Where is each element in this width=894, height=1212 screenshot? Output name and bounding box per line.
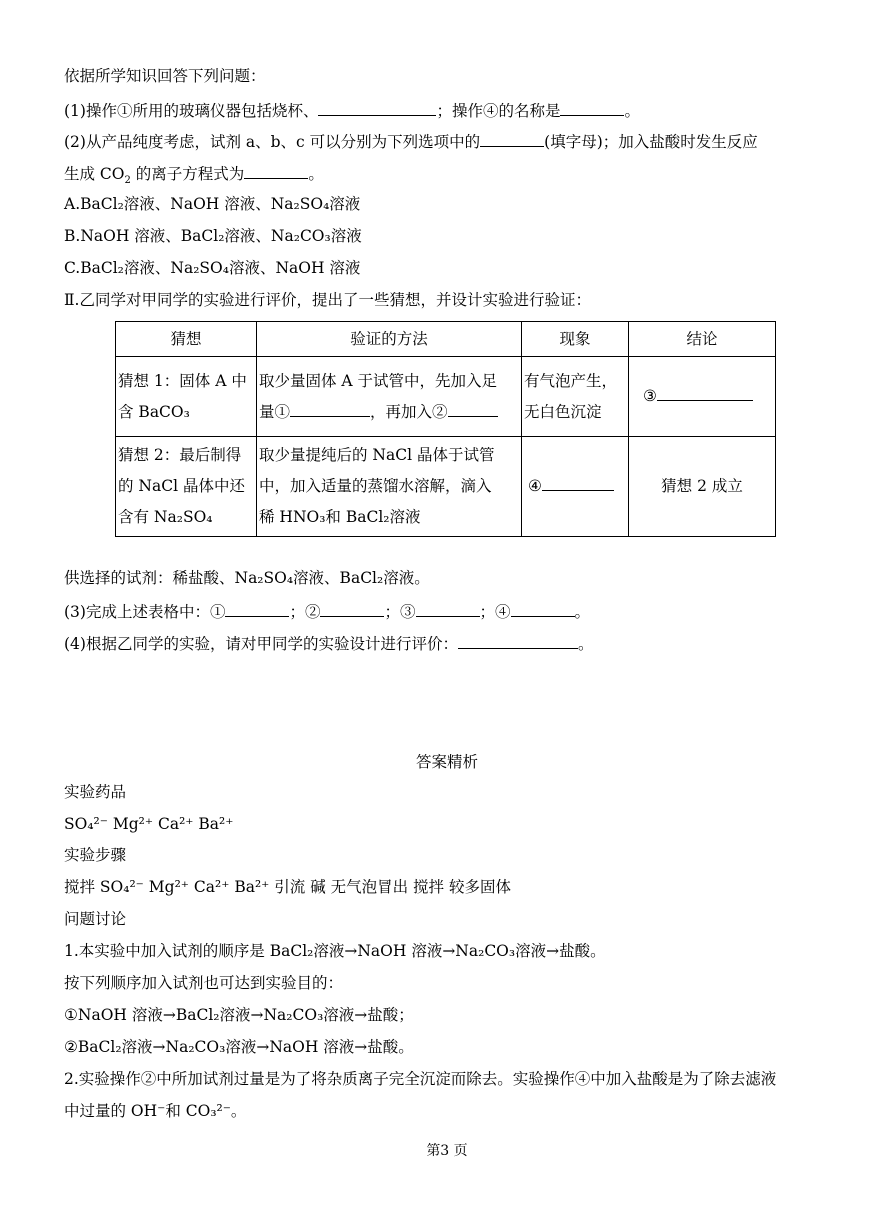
section-heading-drugs: 实验药品 (64, 783, 127, 801)
q3-text-a: (3)完成上述表格中：① (64, 603, 226, 621)
question-2-line-2 (64, 162, 324, 187)
q3-blank-1[interactable] (225, 600, 289, 617)
row1-method-line2 (259, 397, 519, 428)
steps-content: 搅拌 SO₄²⁻ Mg²⁺ Ca²⁺ Ba²⁺ 引流 碱 无气泡冒出 搅拌 较多固体 (64, 878, 511, 896)
q2-text-c: 生成 CO (64, 165, 125, 183)
q3-text-d: ；④ (479, 603, 511, 621)
q3-blank-2[interactable] (320, 600, 384, 617)
q4-blank[interactable] (458, 632, 578, 649)
row2-guess-line3: 含有 Na₂SO₄ (118, 508, 213, 526)
table-row (116, 437, 776, 537)
discussion-3: ①NaOH 溶液→BaCl₂溶液→Na₂CO₃溶液→盐酸； (64, 1006, 414, 1024)
q2-text-d: 的离子方程式为 (130, 165, 245, 183)
q2-blank-2[interactable] (244, 162, 308, 179)
q3-text-e: 。 (574, 603, 591, 621)
q2-text-b: (填字母)；加入盐酸时发生反应 (544, 133, 758, 151)
header-phenomenon: 现象 (522, 322, 629, 357)
drugs-content: SO₄²⁻ Mg²⁺ Ca²⁺ Ba²⁺ (64, 815, 234, 833)
row1-concl-label: ③ (643, 387, 657, 405)
q4-text-a: (4)根据乙同学的实验，请对甲同学的实验设计进行评价： (64, 635, 458, 653)
row2-guess (116, 437, 257, 537)
blank-4[interactable] (542, 474, 614, 491)
q1-text-c: 。 (624, 102, 640, 120)
question-3 (64, 600, 590, 622)
header-method: 验证的方法 (257, 322, 522, 357)
row2-method (257, 437, 522, 537)
question-2-line-1 (64, 130, 758, 152)
q1-blank-1[interactable] (318, 99, 436, 116)
row1-phen-line1: 有气泡产生， (524, 371, 618, 390)
discussion-6: 中过量的 OH⁻和 CO₃²⁻。 (64, 1102, 247, 1120)
q4-text-b: 。 (577, 635, 594, 653)
q1-text-b: ；操作④的名称是 (436, 102, 561, 120)
header-conclusion: 结论 (629, 322, 776, 357)
row1-method-text-b: ，再加入② (370, 402, 448, 421)
row1-phenomenon (522, 357, 629, 437)
part-2-intro: Ⅱ.乙同学对甲同学的实验进行评价，提出了一些猜想，并设计实验进行验证： (64, 291, 591, 309)
experiment-table (115, 321, 776, 537)
option-a: A.BaCl₂溶液、NaOH 溶液、Na₂SO₄溶液 (64, 195, 361, 213)
row1-conclusion (629, 357, 776, 437)
section-heading-steps: 实验步骤 (64, 846, 127, 864)
row2-method-line2: 中，加入适量的蒸馏水溶解，滴入 (259, 477, 492, 495)
row2-method-line1: 取少量提纯后的 NaCl 晶体于试管 (259, 446, 495, 464)
blank-1[interactable] (290, 400, 370, 417)
row1-method (257, 357, 522, 437)
row1-method-line1: 取少量固体 A 于试管中，先加入足 (259, 371, 498, 390)
discussion-5: 2.实验操作②中所加试剂过量是为了将杂质离子完全沉淀而除去。实验操作④中加入盐酸是为了除去滤液 (64, 1070, 777, 1088)
row1-phen-line2: 无白色沉淀 (524, 402, 602, 421)
blank-2[interactable] (448, 400, 498, 417)
row1-guess (116, 357, 257, 437)
table-row (116, 357, 776, 437)
q3-text-b: ；② (289, 603, 321, 621)
q3-blank-3[interactable] (416, 600, 480, 617)
q2-subscript: 2 (124, 175, 131, 187)
page-footer: 第3 页 (426, 1143, 468, 1159)
discussion-2: 按下列顺序加入试剂也可达到实验目的： (64, 974, 344, 992)
q2-blank-1[interactable] (480, 130, 544, 147)
table-header-row (116, 322, 776, 357)
row2-phen-label: ④ (528, 477, 542, 495)
row1-guess-line1: 猜想 1：固体 A 中 (118, 371, 247, 390)
answer-title: 答案精析 (415, 753, 478, 771)
row2-conclusion: 猜想 2 成立 (629, 437, 776, 537)
q2-text-a: (2)从产品纯度考虑，试剂 a、b、c 可以分别为下列选项中的 (64, 133, 481, 151)
question-1 (64, 99, 640, 121)
row2-guess-line2: 的 NaCl 晶体中还 (118, 477, 245, 495)
header-guess: 猜想 (116, 322, 257, 357)
q2-text-e: 。 (308, 165, 324, 183)
row2-guess-line1: 猜想 2：最后制得 (118, 446, 242, 464)
row2-phenomenon (522, 437, 629, 537)
reagents-text: 供选择的试剂：稀盐酸、Na₂SO₄溶液、BaCl₂溶液。 (64, 569, 430, 587)
option-b: B.NaOH 溶液、BaCl₂溶液、Na₂CO₃溶液 (64, 227, 362, 245)
option-c: C.BaCl₂溶液、Na₂SO₄溶液、NaOH 溶液 (64, 259, 361, 277)
question-4 (64, 632, 593, 654)
row2-method-line3: 稀 HNO₃和 BaCl₂溶液 (259, 508, 421, 526)
discussion-4: ②BaCl₂溶液→Na₂CO₃溶液→NaOH 溶液→盐酸。 (64, 1038, 414, 1056)
blank-3[interactable] (657, 384, 753, 401)
q1-text-a: (1)操作①所用的玻璃仪器包括烧杯、 (64, 102, 319, 120)
row1-guess-line2: 含 BaCO₃ (118, 402, 190, 421)
q3-text-c: ；③ (384, 603, 416, 621)
discussion-1: 1.本实验中加入试剂的顺序是 BaCl₂溶液→NaOH 溶液→Na₂CO₃溶液→盐酸。 (64, 942, 606, 960)
q1-blank-2[interactable] (560, 99, 624, 116)
intro-text: 依据所学知识回答下列问题： (64, 67, 266, 85)
section-heading-discussion: 问题讨论 (64, 910, 127, 928)
q3-blank-4[interactable] (511, 600, 575, 617)
row1-method-text-a: 量① (259, 402, 291, 421)
